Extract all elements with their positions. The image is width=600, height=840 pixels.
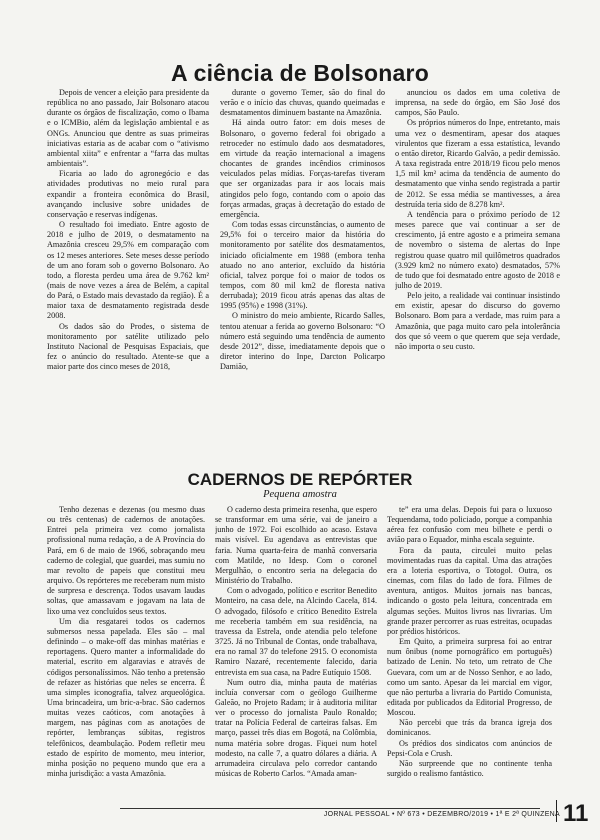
footer-rule <box>120 808 540 809</box>
paragraph: Os dados são do Prodes, o sistema de monitoramento por satélite utilizado pelo Instituto Nacional de Pesquisas Espaciais, que fez o anúncio do resultado. Atente-se que a maior parte dos cinco meses de 2018, <box>47 321 209 372</box>
paragraph: anunciou os dados em uma coletiva de imprensa, na sede do órgão, em São José dos campos, São Paulo. <box>395 88 560 118</box>
paragraph: Há ainda outro fator: em dois meses de Bolsonaro, o governo federal foi obrigado a retroceder no estímulo dado aos desmatadores, em virtude da reação internacional a imagens chocantes de grandes incêndios criminosos veiculados pelas mídias. Forças-tarefas tiveram que ser organizadas para ir aos locais mais atingidos pelo fogo, contando com o apoio das forças armadas, graças à decretação do estado de emergência. <box>220 118 385 219</box>
paragraph: Os prédios dos sindicatos com anúncios de Pepsi-Cola e Crush. <box>387 738 552 758</box>
paragraph: Com todas essas circunstâncias, o aumento de 29,5% foi o terceiro maior da história do monitoramento por satélite dos desmatamentos, iniciado oficialmente em 1988 (embora tenha atuado no ano anterior, excluído da história oficial, talvez porque foi o maior de todos os tempos, com 80 mil km2 de floresta nativa derrubada); 2019 ficou atrás apenas das altas de 1995 (95%) e 1998 (31%). <box>220 220 385 311</box>
paragraph: Num outro dia, minha pauta de matérias incluía conversar com o geólogo Guilherme Galeão, no Projeto Radam; ir à auditoria militar ver o processo do jornalista Paulo Ronaldo; tratar na Polícia Federal de carteiras falsas. Em março, passei três dias em Bogotá, na Colômbia, numa matéria sobre drogas. Fiquei num hotel modesto, na calle 7, a quatro dólares a diária. A arrumadeira circulava pelo corredor cantando músicas de Roberto Carlos. “Amada aman- <box>215 677 377 779</box>
paragraph: Ficaria ao lado do agronegócio e das atividades produtivas no meio rural para expandir a fronteira econômica do Brasil, avançando inclusive sobre unidades de conservação e reservas indígenas. <box>47 169 209 219</box>
column-title: CADERNOS DE REPÓRTER <box>187 470 413 489</box>
paragraph: Tenho dezenas e dezenas (ou mesmo duas ou três centenas) de cadernos de anotações. Entrei pela primeira vez como jornalista profissional numa redação, a de A Província do Pará, em 6 de maio de 1966, sobraçando meu caderno de colegial, que guardei, mas sumiu no mar revolto de papeis que constitui meu arquivo. Os repórteres me receberam num misto de surpresa e descrença. Todos usavam laudas soltas, que amassavam e jogavam na lata de lixo uma vez concluídos seus textos. <box>47 505 205 616</box>
column-text-2 <box>215 505 377 805</box>
column-deck: Pequena amostra <box>263 489 337 500</box>
page-number: 11 <box>563 800 589 827</box>
footer-text: JORNAL PESSOAL • Nº 673 • DEZEMBRO/2019 • 1ª E 2ª QUINZENA <box>323 811 560 818</box>
paragraph: Os próprios números do Inpe, entretanto, mais uma vez o desmentiram, apesar dos ataques virulentos que fizeram a essa estatística, levando o então diretor, Ricardo Galvão, a pedir demissão. A taxa registrada entre 2018/19 ficou pelo menos 1,5 mil km² acima da tendência de aumento do desmatamento que vinha sendo registrada a partir de 2012. Se essa média se mantivesses, a área destruída teria sido de 8.278 km². <box>395 118 560 209</box>
page-number-divider <box>556 800 557 822</box>
paragraph: O resultado foi imediato. Entre agosto de 2018 e julho de 2019, o desmatamento na Amazônia cresceu 29,5% em comparação com os 12 meses anteriores. Sete meses desse período de um ano foram sob o governo Bolsonaro. Ao todo, a floresta perdeu uma área de 9.762 km² (mais de nove vezes a área de Belém, a capital do Pará, o Estado mais devastado da região). É a maior taxa de desmatamento registrada desde 2008. <box>47 220 209 321</box>
article-column-3 <box>395 88 560 468</box>
paragraph: Depois de vencer a eleição para presidente da república no ano passado, Jair Bolsonaro atacou durante os órgãos de fiscalização, como o Ibama e o ICMBio, além da legislação ambiental e as ONGs. Anunciou que dentre as suas primeiras iniciativas estaria as de acabar com o “ativismo ambiental xiita” e enfrentar a “farra das multas ambientais”. <box>47 88 209 169</box>
column-text-3 <box>387 505 552 805</box>
paragraph: Fora da pauta, circulei muito pelas movimentadas ruas da capital. Uma das atrações era a loteria esportiva, o Totogol. Outra, os cinemas, com filas do lado de fora. Filmes de aventura, antigos. Muitos jornais nas bancas, indicando o gosto pela leitura, concentrada em algumas seções. Muitos livros nas livrarias. Um grande prazer percorrer as ruas estreitas, ocupadas por prédios históricos. <box>387 545 552 636</box>
paragraph: O caderno desta primeira resenha, que espero se transformar em uma série, vai de janeiro a junho de 1972. Foi escolhido ao acaso. Estava mais visível. Eu agendava as entrevistas que faria. Numa quarta-feira de manhã conversaria com Matilde, no Idesp. Com o coronel Mergulhão, o encontro seria na delegacia do Ministério do Trabalho. <box>215 505 377 586</box>
paragraph: O ministro do meio ambiente, Ricardo Salles, tentou atenuar a ferida ao governo Bolsonaro: “O número está seguindo uma tendência de aumento desde 2012”, disse, imediatamente depois que o diretor interino do Inpe, Darcton Policarpo Damião, <box>220 311 385 372</box>
paragraph: A tendência para o próximo período de 12 meses parece que vai continuar a ser de crescimento, já entre agosto e a primeira semana de novembro o sistema de alertas do Inpe registrou quase quatro mil quilômetros quadrados (3.929 km2 no número exato) desmatados, 57% de tudo que foi desmatado entre agosto de 2018 e julho de 2019. <box>395 209 560 290</box>
paragraph: durante o governo Temer, são do final do verão e o início das chuvas, quando queimadas e desmatamentos diminuem bastante na Amazônia. <box>220 88 385 118</box>
paragraph: Um dia resgatarei todos os cadernos submersos nessa papelada. Eles são – mal definindo – o make-off das minhas matérias e reportagens. Quero manter a informalidade do material, escrito em algaravias e através de códigos personalíssimos. Não tenho a pretensão de refazer as histórias que neles se encerra. É uma simples iconografia, talvez arqueológica. Uma brincadeira, um bric-a-brac. São cadernos muitas vezes caóticos, com anotações à margem, nas páginas com as anotações de repórter, lembranças súbitas, registros telefônicos, deambulação. Podem refletir meu estado de espírito de momento, meu interior, minha posição no pequeno mundo que era a minha jurisdição: a vasta Amazônia. <box>47 616 205 779</box>
column-text-1 <box>47 505 205 805</box>
paragraph: te” era uma delas. Depois fui para o luxuoso Tequendama, todo policiado, porque a companhia aérea fez confusão com meu bilhete e perdi o avião para o Equador, minha escala seguinte. <box>387 505 552 545</box>
paragraph: Não surpreende que no continente tenha surgido o realismo fantástico. <box>387 758 552 779</box>
paragraph: Não percebi que trás da branca igreja dos dominicanos. <box>387 718 552 738</box>
paragraph: Em Quito, a primeira surpresa foi ao entrar num ônibus (nome pornográfico em português) batizado de Lenin. No teto, um retrato de Che Guevara, com um ar de Nosso Senhor, e ao lado, como um santo. Apesar da lei marcial em vigor, que não perturba a livraria do Partido Comunista, editada por publicados da Editorial Progresso, de Moscou. <box>387 637 552 718</box>
paragraph: Pelo jeito, a realidade vai continuar insistindo em existir, apesar do discurso do governo Bolsonaro. Bom para a verdade, mas ruim para a Amazônia, que paga muito caro pela intolerância dos que só veem o que querem que seja verdade, não importa o seu custo. <box>395 291 560 351</box>
paragraph: Com o advogado, político e escritor Benedito Monteiro, na casa dele, na Alcindo Cacela, 814. O advogado, filósofo e crítico Benedito Estrela me receberia também em sua residência, na travessa da Estrela, onde atendia pelo telefone 3725. Já no Tribunal de Contas, onde trabalhava, era no ramal 37 do telefone 2915. O economista Ramiro Nazaré, recentemente falecido, daria entrevista em sua casa, na Padre Eutíquio 1508. <box>215 586 377 677</box>
article-column-1 <box>47 88 209 468</box>
article-column-2 <box>220 88 385 468</box>
article-title: A ciência de Bolsonaro <box>171 60 429 86</box>
